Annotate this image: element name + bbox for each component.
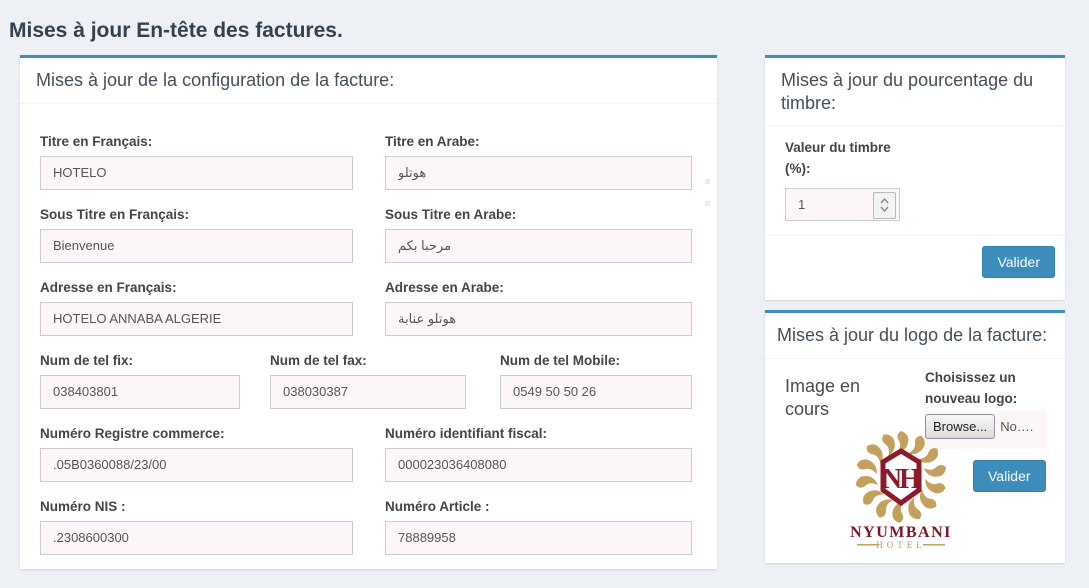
input-adresse-fr[interactable] (40, 302, 353, 336)
spinner-down-icon[interactable] (880, 206, 889, 212)
label-titre-ar: Titre en Arabe: (385, 133, 480, 149)
input-article[interactable] (385, 521, 692, 555)
form-row-subtitles (40, 207, 697, 263)
field-titre-fr (40, 134, 353, 190)
label-soustitre-ar: Sous Titre en Arabe: (385, 206, 517, 222)
input-soustitre-ar[interactable] (385, 229, 692, 263)
monogram-letter-h: H (899, 463, 921, 495)
config-panel (20, 55, 717, 569)
form-row-addresses (40, 280, 697, 336)
label-adresse-ar: Adresse en Arabe: (385, 279, 504, 295)
config-form (20, 104, 717, 555)
field-soustitre-ar (385, 207, 692, 263)
label-soustitre-fr: Sous Titre en Français: (40, 206, 190, 222)
hotel-logo (841, 425, 961, 551)
form-row-titles (40, 134, 697, 190)
field-nis (40, 499, 353, 555)
label-tel-fax: Num de tel fax: (270, 352, 367, 368)
label-nis: Numéro NIS : (40, 498, 126, 514)
file-status-text: No…. (1000, 418, 1034, 434)
stamp-panel-footer (765, 235, 1065, 288)
config-panel-title: Mises à jour de la configuration de la facture: (20, 58, 717, 104)
field-adresse-fr (40, 280, 353, 336)
field-soustitre-fr (40, 207, 353, 263)
label-article: Numéro Article : (385, 498, 490, 514)
field-adresse-ar (385, 280, 692, 336)
input-fiscal[interactable] (385, 448, 692, 482)
spinner-up-icon[interactable] (880, 198, 889, 204)
browse-button[interactable]: Browse... (925, 414, 995, 439)
config-scrollbar[interactable] (705, 179, 711, 299)
field-fiscal (385, 426, 692, 482)
current-image-label: Image en cours (785, 375, 861, 419)
input-soustitre-fr[interactable] (40, 229, 353, 263)
input-registre[interactable] (40, 448, 353, 482)
field-titre-ar (385, 134, 692, 190)
choose-logo-label: Choisissez un nouveau logo: (925, 369, 1018, 407)
stamp-value-field (785, 188, 900, 221)
field-article (385, 499, 692, 555)
label-fiscal: Numéro identifiant fiscal: (385, 425, 548, 441)
logo-panel-title: Mises à jour du logo de la facture: (765, 313, 1065, 359)
label-adresse-fr: Adresse en Français: (40, 279, 177, 295)
input-tel-fix[interactable] (40, 375, 240, 409)
input-titre-ar[interactable] (385, 156, 692, 190)
field-tel-fix (40, 353, 240, 409)
stamp-valider-button[interactable]: Valider (982, 246, 1055, 278)
stamp-value-label: Valeur du timbre (%): (785, 140, 891, 176)
scrollbar-dot (705, 201, 710, 206)
logo-name-text: NYUMBANI (850, 523, 952, 541)
stamp-form (765, 126, 1065, 235)
field-tel-mobile (500, 353, 692, 409)
nyumbani-hotel-logo-icon (841, 425, 961, 551)
input-tel-mobile[interactable] (500, 375, 692, 409)
logo-subtitle-text: HOTEL (876, 539, 926, 550)
input-tel-fax[interactable] (270, 375, 466, 409)
field-registre (40, 426, 353, 482)
label-tel-mobile: Num de tel Mobile: (500, 352, 621, 368)
stamp-panel (765, 55, 1065, 300)
number-spinner[interactable] (873, 192, 896, 219)
stamp-panel-title: Mises à jour du pourcentage du timbre: (765, 58, 1065, 126)
form-row-nis (40, 499, 697, 555)
form-row-phones (40, 353, 697, 409)
input-nis[interactable] (40, 521, 353, 555)
form-row-registre (40, 426, 697, 482)
label-registre: Numéro Registre commerce: (40, 425, 225, 441)
monogram-letter-n: N (881, 463, 903, 495)
input-titre-fr[interactable] (40, 156, 353, 190)
input-adresse-ar[interactable] (385, 302, 692, 336)
logo-valider-button[interactable]: Valider (973, 460, 1046, 492)
logo-panel (765, 310, 1065, 563)
label-titre-fr: Titre en Français: (40, 133, 153, 149)
page-title: Mises à jour En-tête des factures. (9, 19, 343, 43)
logo-rule-right (923, 544, 945, 546)
label-tel-fix: Num de tel fix: (40, 352, 134, 368)
logo-form (765, 359, 1065, 554)
field-tel-fax (270, 353, 466, 409)
scrollbar-dot (705, 179, 710, 184)
